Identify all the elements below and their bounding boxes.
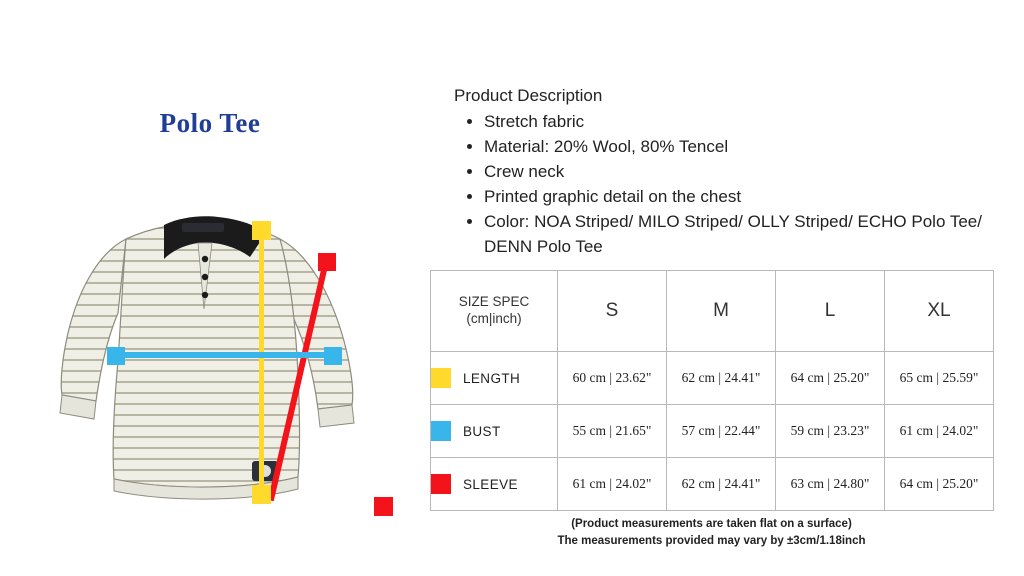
column-header-xl: XL (885, 271, 994, 352)
row-label-text: LENGTH (463, 370, 521, 386)
row-label-text: BUST (463, 423, 501, 439)
length-measure-cap-top (252, 221, 271, 240)
measurement-footnote (430, 516, 993, 549)
cell-length-l: 64 cm | 25.20" (776, 352, 885, 405)
cell-bust-s: 55 cm | 21.65" (558, 405, 667, 458)
garment-illustration (52, 205, 382, 515)
list-item: • Stretch fabric (484, 110, 1014, 135)
description-heading: Product Description (454, 86, 603, 105)
row-label-text: SLEEVE (463, 476, 518, 492)
size-spec-table (430, 270, 994, 511)
length-measure-line (259, 227, 264, 497)
column-header-s: S (558, 271, 667, 352)
size-spec-header-line1: SIZE SPEC (458, 294, 530, 310)
list-item: • Printed graphic detail on the chest (484, 185, 1014, 210)
length-color-swatch-icon (431, 368, 451, 388)
cell-length-m: 62 cm | 24.41" (667, 352, 776, 405)
column-header-m: M (667, 271, 776, 352)
cell-length-xl: 65 cm | 25.59" (885, 352, 994, 405)
cell-sleeve-l: 63 cm | 24.80" (776, 458, 885, 511)
product-description-block (454, 86, 1014, 260)
list-item: • Color: NOA Striped/ MILO Striped/ OLLY Striped/ ECHO Polo Tee/ DENN Polo Tee (484, 210, 1014, 260)
page-title: Polo Tee (159, 108, 261, 138)
size-spec-header (431, 271, 558, 352)
cell-bust-m: 57 cm | 22.44" (667, 405, 776, 458)
size-spec-header-line2: (cm|inch) (466, 311, 522, 326)
bust-measure-cap-left (107, 347, 125, 365)
footnote-line-2: The measurements provided may vary by ±3cm/1.18inch (557, 534, 866, 547)
table-row (431, 458, 994, 511)
cell-length-s: 60 cm | 23.62" (558, 352, 667, 405)
row-label-sleeve (431, 458, 558, 511)
sleeve-color-swatch-icon (431, 474, 451, 494)
bust-color-swatch-icon (431, 421, 451, 441)
cell-bust-l: 59 cm | 23.23" (776, 405, 885, 458)
cell-sleeve-xl: 64 cm | 25.20" (885, 458, 994, 511)
cell-sleeve-m: 62 cm | 24.41" (667, 458, 776, 511)
cell-bust-xl: 61 cm | 24.02" (885, 405, 994, 458)
footnote-line-1: (Product measurements are taken flat on a surface) (571, 518, 852, 530)
bust-measure-cap-right (324, 347, 342, 365)
table-header-row (431, 271, 994, 352)
table-row (431, 405, 994, 458)
bust-measure-line (114, 352, 334, 358)
row-label-length (431, 352, 558, 405)
product-image-panel (0, 0, 420, 576)
table-row (431, 352, 994, 405)
sleeve-measure-cap-top (318, 253, 336, 271)
cell-sleeve-s: 61 cm | 24.02" (558, 458, 667, 511)
row-label-bust (431, 405, 558, 458)
list-item: • Crew neck (484, 160, 1014, 185)
product-details-panel (430, 0, 1024, 576)
column-header-l: L (776, 271, 885, 352)
sleeve-measure-cap-bottom (374, 497, 393, 516)
description-list (454, 110, 1014, 260)
list-item: • Material: 20% Wool, 80% Tencel (484, 135, 1014, 160)
length-measure-cap-bottom (252, 485, 271, 504)
